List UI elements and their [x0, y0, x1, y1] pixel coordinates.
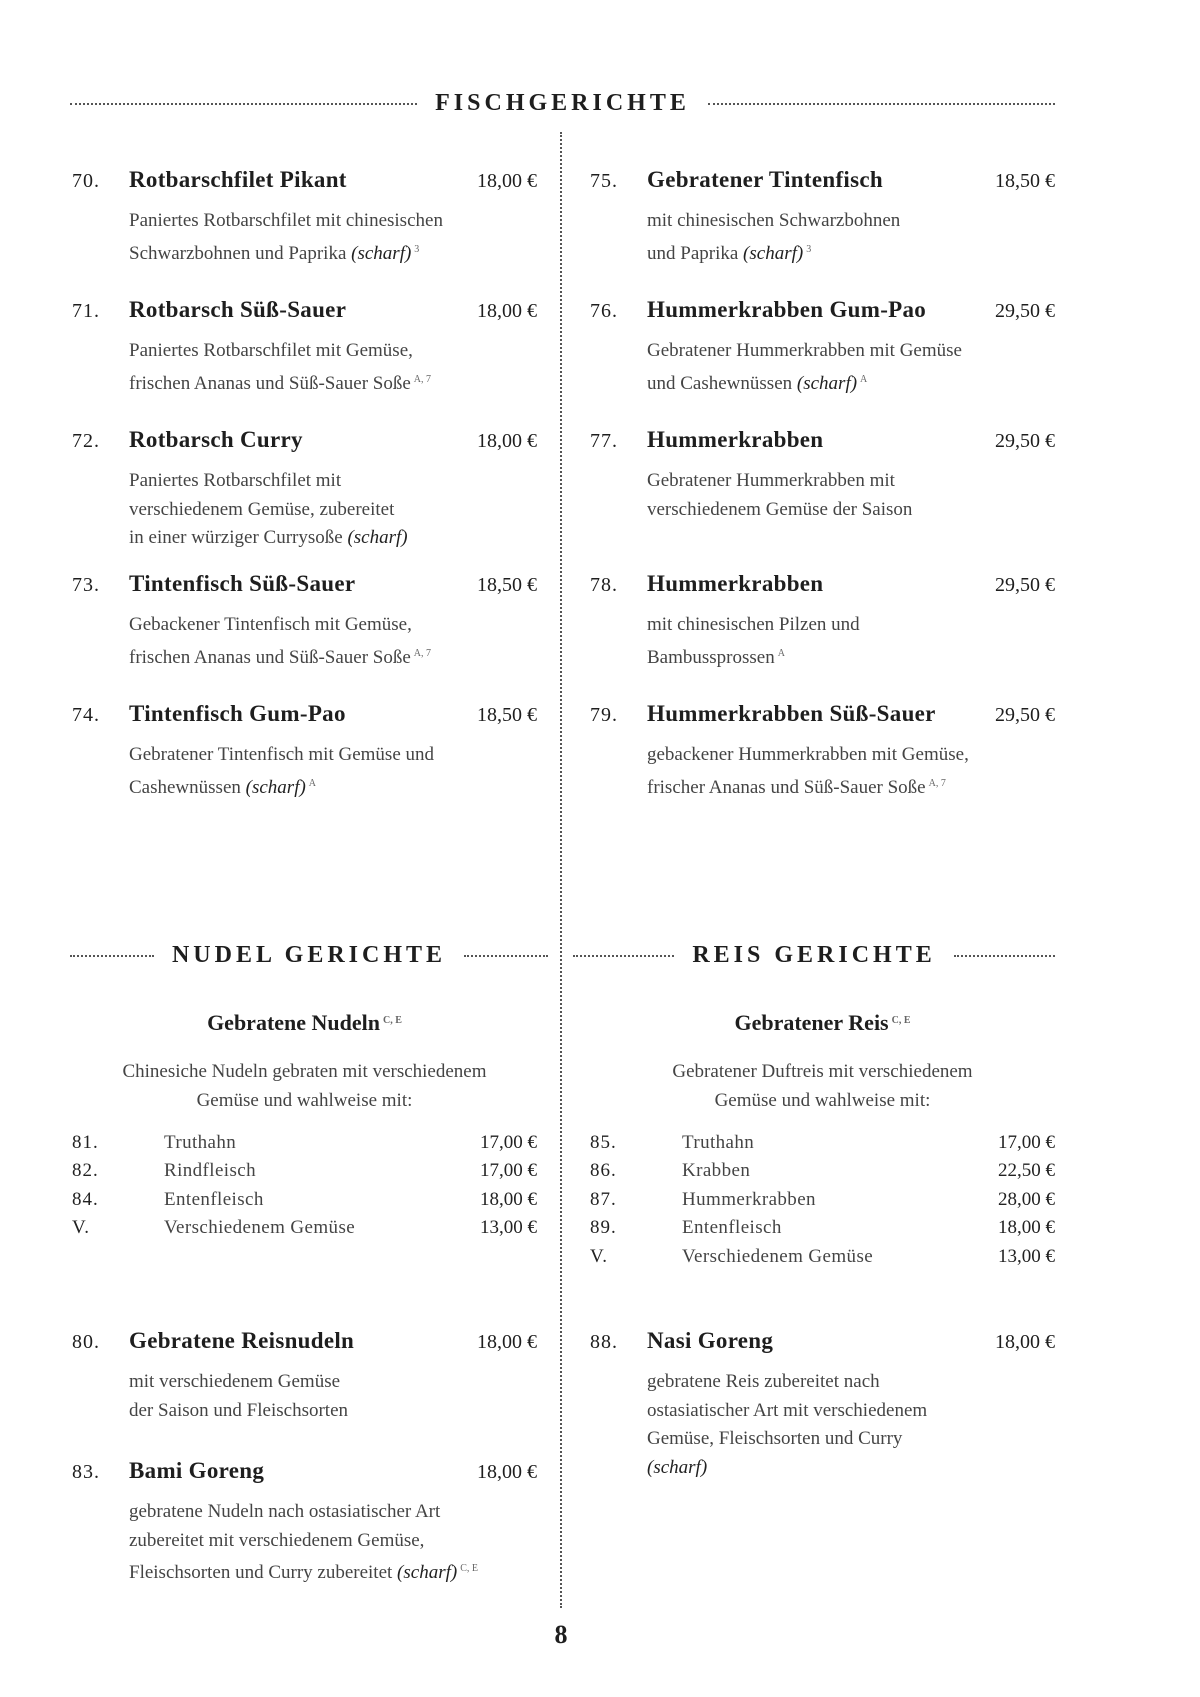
item-name: Tintenfisch Gum-Pao: [129, 701, 346, 726]
item-name: Rotbarsch Curry: [129, 427, 303, 452]
option-number: 84.: [72, 1188, 99, 1210]
description-text: Gebratener Tintenfisch mit Gemüse und: [129, 744, 435, 765]
item-name: Nasi Goreng: [647, 1328, 774, 1353]
description-line: [647, 741, 1027, 770]
description-text: verschiedenem Gemüse, zubereitet: [129, 498, 395, 520]
fish-left-column: [72, 167, 537, 867]
fried-rice-intro: [590, 1058, 1055, 1115]
item-description: [129, 741, 509, 802]
menu-item-header: [72, 701, 537, 735]
column-divider: [560, 132, 562, 1608]
option-number: 87.: [590, 1188, 617, 1210]
option-price: 17,00 €: [480, 1160, 537, 1182]
menu-item: [590, 167, 1055, 268]
item-number: 79.: [590, 704, 618, 726]
option-row: [590, 1217, 1055, 1245]
item-description: [129, 337, 509, 398]
description-text: ostasiatischer Art mit verschiedenem: [647, 1399, 928, 1421]
description-line: [129, 467, 509, 496]
description-text: in einer würziger Currysoße: [129, 527, 348, 548]
combo-name: Gebratener Reis: [734, 1010, 889, 1035]
menu-item: [72, 297, 537, 398]
item-number: 75.: [590, 170, 618, 192]
item-price: 18,50 €: [477, 704, 537, 726]
allergen-note: 3: [806, 243, 812, 255]
description-line: [647, 1425, 1027, 1454]
menu-item-header: [590, 297, 1055, 331]
description-line: [647, 207, 1027, 236]
option-row: [72, 1217, 537, 1245]
description-line: [129, 741, 509, 770]
item-price: 18,00 €: [477, 300, 537, 322]
option-number: V.: [590, 1245, 609, 1267]
description-line: [647, 496, 1027, 525]
allergen-note: C, E: [460, 1563, 478, 1574]
description-line: [129, 770, 509, 803]
item-price: 18,50 €: [995, 170, 1055, 192]
description-line: [129, 1527, 509, 1556]
description-line: [129, 337, 509, 366]
allergen-note: C, E: [383, 1015, 402, 1026]
spicy-label: (scharf): [351, 242, 412, 264]
description-line: [647, 611, 1027, 640]
option-price: 22,50 €: [998, 1160, 1055, 1182]
item-name: Hummerkrabben: [647, 571, 824, 596]
description-text: zubereitet mit verschiedenem Gemüse,: [129, 1529, 425, 1551]
item-price: 18,00 €: [477, 170, 537, 192]
menu-item-header: [590, 427, 1055, 461]
option-row: [590, 1189, 1055, 1217]
menu-item: [72, 427, 537, 553]
rice-column: [590, 1010, 1055, 1600]
description-line: [129, 207, 509, 236]
menu-item-header: [590, 571, 1055, 605]
item-name: Gebratener Tintenfisch: [647, 167, 883, 192]
fish-right-column: [590, 167, 1055, 867]
menu-item-header: [590, 1328, 1055, 1362]
divider-dots: [464, 955, 548, 957]
option-row: [590, 1160, 1055, 1188]
description-line: [647, 1368, 1027, 1397]
fried-noodles-title: [72, 1010, 537, 1036]
option-name: Entenfleisch: [164, 1188, 264, 1210]
noodle-section-header: [70, 942, 548, 969]
menu-item: [72, 1328, 537, 1425]
description-line: [647, 467, 1027, 496]
option-row: [72, 1189, 537, 1217]
menu-item-header: [590, 701, 1055, 735]
item-name: Gebratene Reisnudeln: [129, 1328, 355, 1353]
intro-line: Gemüse und wahlweise mit:: [714, 1089, 931, 1111]
description-text: gebratene Reis zubereitet nach: [647, 1371, 880, 1392]
description-text: Paniertes Rotbarschfilet mit Gemüse,: [129, 340, 413, 361]
description-text: Gemüse, Fleischsorten und Curry: [647, 1428, 903, 1449]
item-price: 18,00 €: [477, 430, 537, 452]
item-description: [647, 611, 1027, 672]
menu-item-header: [72, 297, 537, 331]
option-price: 17,00 €: [480, 1132, 537, 1153]
item-number: 80.: [72, 1331, 100, 1353]
description-line: [129, 1555, 509, 1588]
spicy-label: (scharf): [245, 776, 306, 798]
fried-rice-title: [590, 1010, 1055, 1036]
spicy-label: (scharf): [397, 1562, 458, 1583]
divider-dots: [70, 103, 417, 105]
description-text: Gebackener Tintenfisch mit Gemüse,: [129, 614, 412, 635]
combo-name: Gebratene Nudeln: [207, 1010, 381, 1035]
menu-item-header: [72, 1328, 537, 1362]
allergen-note: A: [308, 777, 317, 789]
divider-dots: [708, 103, 1055, 105]
item-name: Tintenfisch Süß-Sauer: [129, 571, 356, 596]
description-line: [129, 366, 509, 399]
description-text: mit chinesischen Schwarzbohnen: [647, 210, 901, 231]
description-line: [647, 1397, 1027, 1426]
option-name: Krabben: [682, 1160, 751, 1182]
description-text: und Paprika: [647, 242, 744, 264]
allergen-note: 3: [414, 243, 420, 255]
item-price: 18,00 €: [477, 1461, 537, 1483]
menu-item: [72, 701, 537, 802]
divider-dots: [70, 955, 154, 957]
description-text: Cashewnüssen: [129, 776, 246, 798]
spicy-label: (scharf): [796, 372, 858, 394]
description-text: verschiedenem Gemüse der Saison: [647, 498, 913, 520]
option-price: 13,00 €: [480, 1217, 537, 1239]
description-text: mit chinesischen Pilzen und: [647, 614, 860, 635]
noodle-section-title: NUDEL GERICHTE: [171, 942, 447, 968]
item-description: [647, 207, 1027, 268]
item-number: 72.: [72, 430, 100, 452]
item-price: 29,50 €: [995, 430, 1055, 452]
description-line: [647, 337, 1027, 366]
menu-item-header: [72, 167, 537, 201]
allergen-note: C, E: [891, 1015, 911, 1026]
option-number: 81.: [72, 1132, 99, 1153]
description-line: [129, 1498, 509, 1527]
option-price: 17,00 €: [998, 1132, 1055, 1153]
item-number: 83.: [72, 1461, 100, 1483]
item-number: 73.: [72, 574, 100, 596]
item-price: 29,50 €: [995, 704, 1055, 726]
page-number: 8: [554, 1620, 568, 1649]
option-name: Truthahn: [164, 1132, 237, 1153]
description-text: der Saison und Fleischsorten: [129, 1399, 349, 1421]
item-name: Hummerkrabben Süß-Sauer: [647, 701, 936, 726]
item-price: 18,50 €: [477, 574, 537, 596]
description-text: Schwarzbohnen und Paprika: [129, 242, 352, 264]
description-text: Fleischsorten und Curry zubereitet: [129, 1562, 398, 1583]
menu-item-header: [72, 427, 537, 461]
description-line: [647, 770, 1027, 803]
option-name: Entenfleisch: [682, 1217, 782, 1239]
option-price: 28,00 €: [998, 1188, 1055, 1210]
divider-dots: [573, 955, 674, 957]
description-text: frischen Ananas und Süß-Sauer Soße: [129, 646, 411, 668]
description-text: Bambussprossen: [647, 646, 775, 668]
item-number: 88.: [590, 1331, 618, 1353]
menu-item: [590, 297, 1055, 398]
description-line: [129, 1397, 509, 1426]
description-text: frischer Ananas und Süß-Sauer Soße: [647, 776, 926, 798]
description-line: [647, 1454, 1027, 1483]
option-price: 13,00 €: [998, 1245, 1055, 1267]
item-number: 76.: [590, 300, 618, 322]
option-row: [72, 1132, 537, 1160]
description-text: frischen Ananas und Süß-Sauer Soße: [129, 372, 411, 394]
rice-section-header: [573, 942, 1055, 969]
item-description: [129, 467, 509, 553]
divider-dots: [954, 955, 1055, 957]
option-number: 85.: [590, 1132, 617, 1153]
item-description: [129, 1368, 509, 1425]
menu-item-header: [72, 571, 537, 605]
option-number: 89.: [590, 1217, 617, 1239]
item-name: Rotbarschfilet Pikant: [129, 167, 347, 192]
item-name: Rotbarsch Süß-Sauer: [129, 297, 347, 322]
item-description: [647, 741, 1027, 802]
description-text: gebackener Hummerkrabben mit Gemüse,: [647, 744, 969, 765]
option-name: Verschiedenem Gemüse: [164, 1217, 356, 1239]
option-price: 18,00 €: [998, 1217, 1055, 1239]
option-name: Verschiedenem Gemüse: [682, 1245, 874, 1267]
intro-line: Gemüse und wahlweise mit:: [196, 1089, 413, 1111]
option-row: [590, 1132, 1055, 1160]
item-description: [129, 1498, 509, 1588]
option-name: Truthahn: [682, 1132, 755, 1153]
option-number: V.: [72, 1217, 91, 1239]
item-price: 18,00 €: [995, 1331, 1055, 1353]
item-description: [129, 611, 509, 672]
fish-section-title: FISCHGERICHTE: [435, 90, 690, 116]
description-line: [647, 236, 1027, 269]
menu-item: [590, 427, 1055, 524]
item-number: 78.: [590, 574, 618, 596]
description-text: Paniertes Rotbarschfilet mit chinesischen: [129, 210, 443, 231]
item-number: 70.: [72, 170, 100, 192]
item-price: 29,50 €: [995, 300, 1055, 322]
item-description: [129, 207, 509, 268]
item-number: 74.: [72, 704, 100, 726]
rice-section-title: REIS GERICHTE: [692, 942, 936, 968]
description-line: [129, 1368, 509, 1397]
intro-line: Gebratener Duftreis mit verschiedenem: [672, 1061, 973, 1082]
rice-options-list: [590, 1132, 1055, 1274]
allergen-note: A: [860, 373, 868, 385]
item-name: Hummerkrabben Gum-Pao: [647, 297, 927, 322]
description-text: und Cashewnüssen: [647, 372, 797, 394]
spicy-label: (scharf): [347, 527, 408, 548]
option-name: Hummerkrabben: [682, 1188, 816, 1210]
menu-item: [72, 571, 537, 672]
menu-item: [72, 1458, 537, 1588]
description-line: [129, 236, 509, 269]
menu-item: [590, 701, 1055, 802]
menu-item: [590, 571, 1055, 672]
description-text: gebratene Nudeln nach ostasiatischer Art: [129, 1501, 441, 1522]
item-name: Bami Goreng: [129, 1458, 265, 1483]
description-text: mit verschiedenem Gemüse: [129, 1371, 341, 1392]
item-name: Hummerkrabben: [647, 427, 824, 452]
allergen-note: A, 7: [413, 373, 432, 385]
option-number: 82.: [72, 1160, 99, 1182]
item-number: 71.: [72, 300, 100, 322]
spicy-label: (scharf): [647, 1456, 708, 1478]
description-line: [129, 640, 509, 673]
spicy-label: (scharf): [743, 242, 804, 264]
description-line: [647, 366, 1027, 399]
item-description: [647, 1368, 1027, 1482]
description-text: Gebratener Hummerkrabben mit Gemüse: [647, 340, 962, 361]
menu-item: [72, 167, 537, 268]
allergen-note: A, 7: [928, 777, 946, 789]
noodle-column: [72, 1010, 537, 1600]
item-number: 77.: [590, 430, 618, 452]
item-description: [647, 467, 1027, 524]
description-line: [129, 524, 509, 553]
option-number: 86.: [590, 1160, 617, 1182]
option-name: Rindfleisch: [164, 1160, 256, 1182]
option-price: 18,00 €: [480, 1188, 537, 1210]
allergen-note: A: [777, 647, 785, 659]
intro-line: Chinesiche Nudeln gebraten mit verschiedenem: [122, 1061, 487, 1082]
description-line: [129, 496, 509, 525]
item-price: 18,00 €: [477, 1331, 537, 1353]
menu-item-header: [590, 167, 1055, 201]
description-text: Paniertes Rotbarschfilet mit: [129, 470, 342, 491]
description-line: [129, 611, 509, 640]
allergen-note: A, 7: [413, 647, 432, 659]
description-line: [647, 640, 1027, 673]
noodle-options-list: [72, 1132, 537, 1246]
option-row: [590, 1246, 1055, 1274]
menu-item: [590, 1328, 1055, 1482]
item-price: 29,50 €: [995, 574, 1055, 596]
fried-noodles-intro: [72, 1058, 537, 1115]
menu-item-header: [72, 1458, 537, 1492]
item-description: [647, 337, 1027, 398]
description-text: Gebratener Hummerkrabben mit: [647, 470, 895, 491]
option-row: [72, 1160, 537, 1188]
fish-section-header: [70, 90, 1055, 117]
